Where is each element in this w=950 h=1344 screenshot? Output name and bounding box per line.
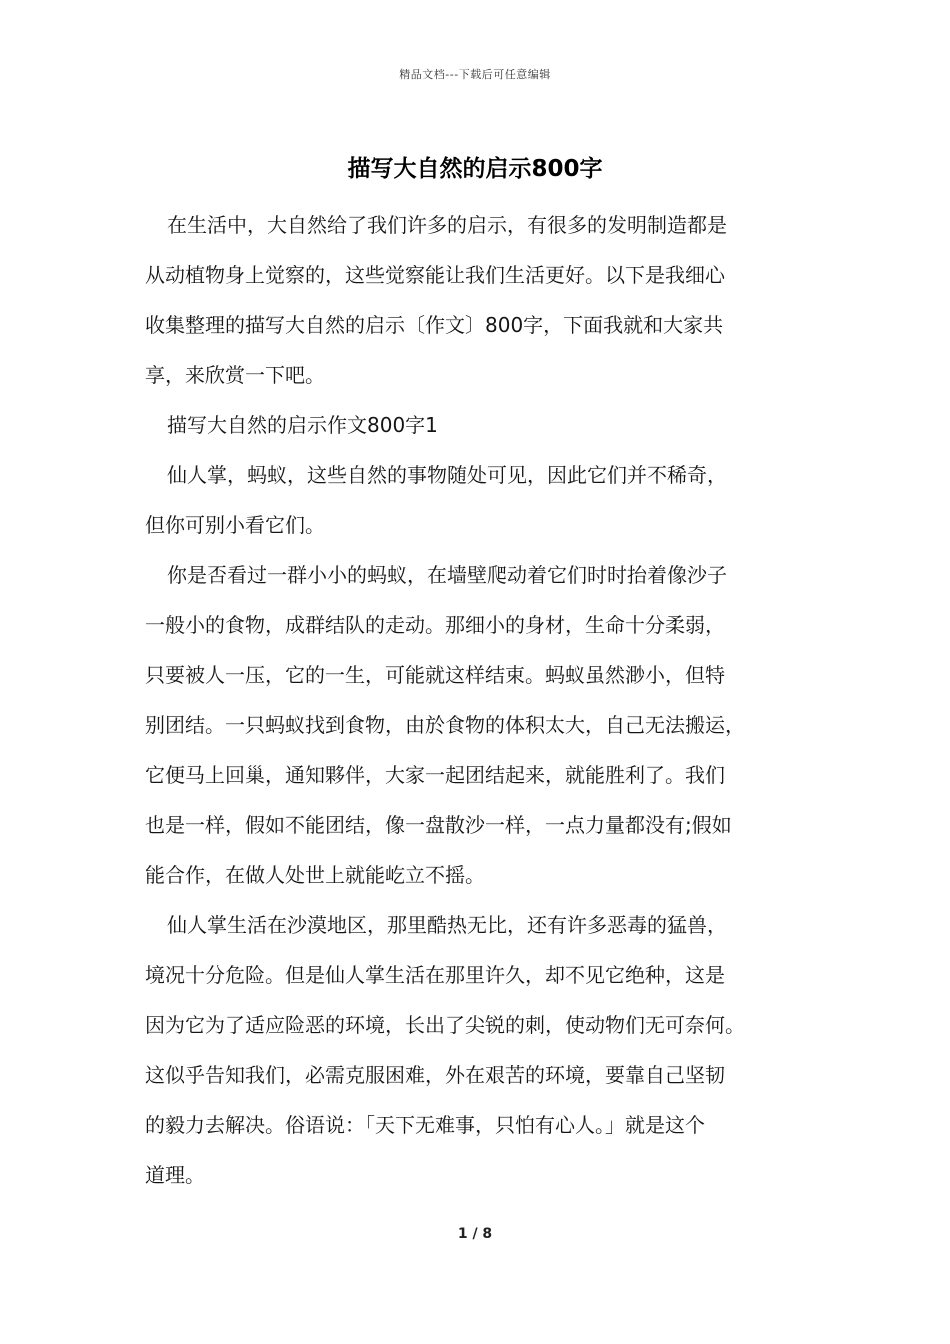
paragraph-line: 一般小的食物，成群结队的走动。那细小的身材，生命十分柔弱， [145,613,725,637]
paragraph-line: 境况十分危险。但是仙人掌生活在那里许久，却不见它绝种，这是 [145,963,725,987]
paragraph-line: 别团结。一只蚂蚁找到食物，由於食物的体积太大，自己无法搬运， [145,713,745,737]
page-header: 精品文档---下载后可任意编辑 [399,68,551,81]
paragraph-line: 只要被人一压，它的一生，可能就这样结束。蚂蚁虽然渺小，但特 [145,663,725,687]
document-body [145,200,835,1200]
paragraph-line: 这似乎告知我们，必需克服困难，外在艰苦的环境，要靠自己坚韧 [145,1063,725,1087]
paragraph-line: 的毅力去解决。俗语说：「天下无难事，只怕有心人。」就是这个 [145,1113,705,1137]
paragraph-line: 从动植物身上觉察的，这些觉察能让我们生活更好。以下是我细心 [145,263,725,287]
paragraph-line: 因为它为了适应险恶的环境，长出了尖锐的刺，使动物们无可奈何。 [145,1013,745,1037]
paragraph-line: 道理。 [145,1163,205,1187]
paragraph-line: 它便马上回巢，通知夥伴，大家一起团结起来，就能胜利了。我们 [145,763,725,787]
document-title: 描写大自然的启示800字 [347,156,603,182]
paragraph-line: 在生活中，大自然给了我们许多的启示，有很多的发明制造都是 [167,213,727,237]
paragraph-line: 享，来欣赏一下吧。 [145,363,325,387]
paragraph-line: 收集整理的描写大自然的启示〔作文〕800字，下面我就和大家共 [145,313,724,337]
paragraph-line: 能合作，在做人处世上就能屹立不摇。 [145,863,485,887]
paragraph-line: 也是一样，假如不能团结，像一盘散沙一样，一点力量都没有;假如 [145,813,732,837]
paragraph-line: 但你可别小看它们。 [145,513,325,537]
paragraph-line: 仙人掌生活在沙漠地区，那里酷热无比，还有许多恶毒的猛兽， [167,913,727,937]
section-heading: 描写大自然的启示作文800字1 [167,413,438,437]
page-number: 1 / 8 [457,1226,493,1242]
paragraph-line: 你是否看过一群小小的蚂蚁，在墙壁爬动着它们时时抬着像沙子 [167,563,727,587]
paragraph-line: 仙人掌，蚂蚁，这些自然的事物随处可见，因此它们并不稀奇， [167,463,727,487]
